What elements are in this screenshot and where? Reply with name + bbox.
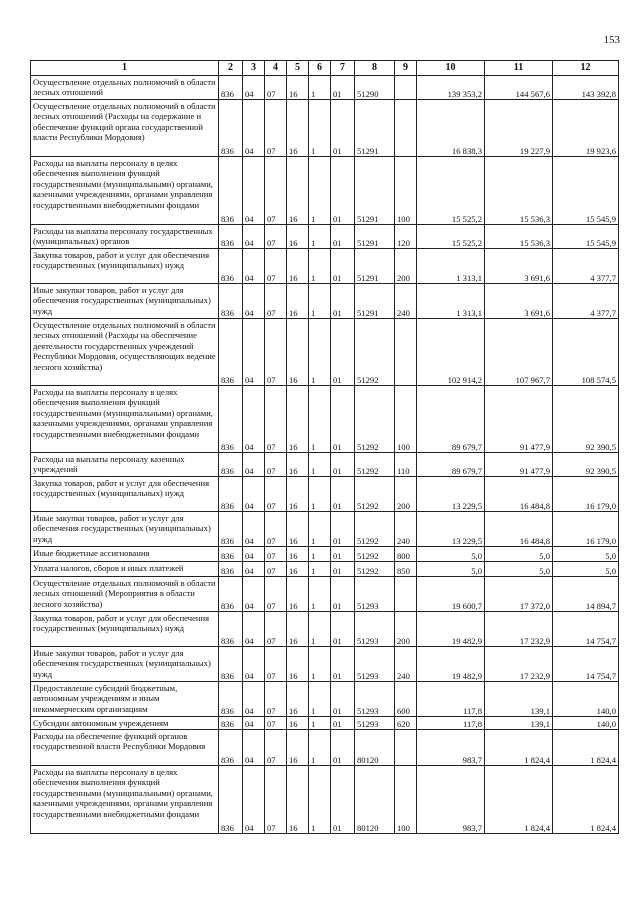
amount-cell: 3 691,6 xyxy=(485,249,553,284)
code-cell: 836 xyxy=(219,682,243,717)
code-cell: 04 xyxy=(243,453,265,477)
code-cell: 07 xyxy=(265,477,287,512)
code-cell: 01 xyxy=(331,249,355,284)
code-cell: 16 xyxy=(287,612,309,647)
code-cell: 04 xyxy=(243,547,265,562)
code-cell: 200 xyxy=(395,612,417,647)
code-cell: 07 xyxy=(265,547,287,562)
amount-cell: 14 754,7 xyxy=(553,612,619,647)
code-cell: 850 xyxy=(395,562,417,577)
code-cell: 1 xyxy=(309,730,331,766)
code-cell: 836 xyxy=(219,547,243,562)
code-cell: 600 xyxy=(395,682,417,717)
code-cell: 836 xyxy=(219,512,243,547)
code-cell: 07 xyxy=(265,319,287,386)
code-cell: 120 xyxy=(395,225,417,249)
code-cell: 04 xyxy=(243,682,265,717)
code-cell: 800 xyxy=(395,547,417,562)
code-cell: 01 xyxy=(331,157,355,225)
code-cell: 16 xyxy=(287,157,309,225)
code-cell: 01 xyxy=(331,682,355,717)
code-cell: 16 xyxy=(287,562,309,577)
amount-cell: 13 229,5 xyxy=(417,477,485,512)
code-cell: 836 xyxy=(219,730,243,766)
code-cell: 01 xyxy=(331,612,355,647)
code-cell: 836 xyxy=(219,717,243,730)
code-cell xyxy=(395,76,417,100)
code-cell: 51292 xyxy=(355,562,395,577)
amount-cell: 16 484,8 xyxy=(485,512,553,547)
code-cell: 620 xyxy=(395,717,417,730)
amount-cell: 19 227,9 xyxy=(485,100,553,157)
amount-cell: 102 914,2 xyxy=(417,319,485,386)
amount-cell: 91 477,9 xyxy=(485,386,553,453)
row-description: Расходы на выплаты персоналу в целях обеспечения выполнения функций государственными (муниципальными) органами, казенными учреждениями, органами управления государственными внебюджетными фондами xyxy=(31,766,219,834)
code-cell: 07 xyxy=(265,512,287,547)
row-description: Иные бюджетные ассигнования xyxy=(31,547,219,562)
column-header-7: 7 xyxy=(331,61,355,76)
code-cell: 836 xyxy=(219,319,243,386)
code-cell: 01 xyxy=(331,717,355,730)
code-cell: 16 xyxy=(287,577,309,612)
code-cell: 16 xyxy=(287,249,309,284)
table-row xyxy=(31,730,619,766)
column-header-6: 6 xyxy=(309,61,331,76)
code-cell xyxy=(395,100,417,157)
table-body xyxy=(31,76,619,834)
code-cell: 836 xyxy=(219,225,243,249)
table-row xyxy=(31,766,619,834)
code-cell: 01 xyxy=(331,766,355,834)
code-cell: 1 xyxy=(309,249,331,284)
row-description: Осуществление отдельных полномочий в области лесных отношений (Мероприятия в области лесного хозяйства) xyxy=(31,577,219,612)
code-cell: 01 xyxy=(331,319,355,386)
code-cell: 16 xyxy=(287,76,309,100)
code-cell: 01 xyxy=(331,76,355,100)
code-cell: 01 xyxy=(331,512,355,547)
code-cell: 1 xyxy=(309,100,331,157)
row-description: Расходы на выплаты персоналу казенных учреждений xyxy=(31,453,219,477)
code-cell: 01 xyxy=(331,453,355,477)
row-description: Осуществление отдельных полномочий в области лесных отношений (Расходы на содержание и обеспечение функций органа государственной власти Республики Мордовия) xyxy=(31,100,219,157)
code-cell: 16 xyxy=(287,647,309,682)
page-number: 153 xyxy=(603,34,620,46)
table-row xyxy=(31,100,619,157)
amount-cell: 89 679,7 xyxy=(417,453,485,477)
amount-cell: 3 691,6 xyxy=(485,284,553,319)
code-cell: 16 xyxy=(287,386,309,453)
code-cell: 51291 xyxy=(355,100,395,157)
row-description: Закупка товаров, работ и услуг для обеспечения государственных (муниципальных) нужд xyxy=(31,477,219,512)
code-cell: 836 xyxy=(219,76,243,100)
amount-cell: 117,8 xyxy=(417,717,485,730)
amount-cell: 5,0 xyxy=(553,547,619,562)
code-cell: 07 xyxy=(265,766,287,834)
code-cell: 836 xyxy=(219,612,243,647)
table-row xyxy=(31,562,619,577)
code-cell: 1 xyxy=(309,682,331,717)
table-row xyxy=(31,284,619,319)
code-cell: 51293 xyxy=(355,612,395,647)
code-cell: 16 xyxy=(287,682,309,717)
code-cell: 16 xyxy=(287,319,309,386)
code-cell: 836 xyxy=(219,577,243,612)
amount-cell: 139,1 xyxy=(485,682,553,717)
table-row xyxy=(31,386,619,453)
column-header-4: 4 xyxy=(265,61,287,76)
table-row xyxy=(31,225,619,249)
amount-cell: 1 824,4 xyxy=(553,766,619,834)
code-cell: 1 xyxy=(309,453,331,477)
column-header-12: 12 xyxy=(553,61,619,76)
amount-cell: 16 838,3 xyxy=(417,100,485,157)
code-cell: 1 xyxy=(309,647,331,682)
code-cell: 01 xyxy=(331,547,355,562)
code-cell: 04 xyxy=(243,577,265,612)
amount-cell: 15 525,2 xyxy=(417,157,485,225)
code-cell: 51292 xyxy=(355,512,395,547)
table-row xyxy=(31,477,619,512)
code-cell: 51292 xyxy=(355,319,395,386)
row-description: Уплата налогов, сборов и иных платежей xyxy=(31,562,219,577)
code-cell: 07 xyxy=(265,647,287,682)
code-cell: 1 xyxy=(309,717,331,730)
code-cell: 04 xyxy=(243,225,265,249)
code-cell: 51293 xyxy=(355,682,395,717)
amount-cell: 15 536,3 xyxy=(485,225,553,249)
code-cell: 51291 xyxy=(355,249,395,284)
code-cell: 836 xyxy=(219,284,243,319)
amount-cell: 1 313,1 xyxy=(417,249,485,284)
code-cell: 16 xyxy=(287,100,309,157)
table-row xyxy=(31,76,619,100)
row-description: Предоставление субсидий бюджетным, автономным учреждениям и иным некоммерческим организациям xyxy=(31,682,219,717)
amount-cell: 17 232,9 xyxy=(485,612,553,647)
amount-cell: 15 536,3 xyxy=(485,157,553,225)
code-cell: 04 xyxy=(243,249,265,284)
code-cell: 51293 xyxy=(355,577,395,612)
table-row xyxy=(31,647,619,682)
code-cell: 07 xyxy=(265,612,287,647)
code-cell: 04 xyxy=(243,386,265,453)
code-cell: 836 xyxy=(219,386,243,453)
code-cell: 80120 xyxy=(355,766,395,834)
row-description: Осуществление отдельных полномочий в области лесных отношений xyxy=(31,76,219,100)
code-cell: 07 xyxy=(265,453,287,477)
code-cell: 240 xyxy=(395,512,417,547)
amount-cell: 983,7 xyxy=(417,730,485,766)
amount-cell: 117,8 xyxy=(417,682,485,717)
table-row xyxy=(31,453,619,477)
code-cell: 51292 xyxy=(355,386,395,453)
code-cell: 04 xyxy=(243,730,265,766)
code-cell: 16 xyxy=(287,512,309,547)
code-cell: 07 xyxy=(265,577,287,612)
code-cell: 04 xyxy=(243,157,265,225)
code-cell: 07 xyxy=(265,157,287,225)
code-cell: 836 xyxy=(219,157,243,225)
code-cell: 1 xyxy=(309,386,331,453)
row-description: Иные закупки товаров, работ и услуг для обеспечения государственных (муниципальных) нужд xyxy=(31,284,219,319)
amount-cell: 144 567,6 xyxy=(485,76,553,100)
code-cell: 01 xyxy=(331,562,355,577)
amount-cell: 108 574,5 xyxy=(553,319,619,386)
code-cell: 07 xyxy=(265,562,287,577)
code-cell: 04 xyxy=(243,76,265,100)
code-cell: 04 xyxy=(243,562,265,577)
code-cell: 51292 xyxy=(355,477,395,512)
amount-cell: 15 525,2 xyxy=(417,225,485,249)
code-cell: 240 xyxy=(395,647,417,682)
code-cell: 100 xyxy=(395,386,417,453)
amount-cell: 107 967,7 xyxy=(485,319,553,386)
amount-cell: 4 377,7 xyxy=(553,284,619,319)
code-cell: 04 xyxy=(243,766,265,834)
amount-cell: 17 372,0 xyxy=(485,577,553,612)
amount-cell: 91 477,9 xyxy=(485,453,553,477)
code-cell: 07 xyxy=(265,225,287,249)
code-cell: 07 xyxy=(265,717,287,730)
code-cell: 100 xyxy=(395,157,417,225)
code-cell: 16 xyxy=(287,766,309,834)
row-description: Иные закупки товаров, работ и услуг для обеспечения государственных (муниципальных) нужд xyxy=(31,647,219,682)
row-description: Осуществление отдельных полномочий в области лесных отношений (Расходы на обеспечение деятельности государственных учреждений Республики Мордовия, осуществляющих ведение лесного хозяйства) xyxy=(31,319,219,386)
budget-table xyxy=(30,60,619,834)
code-cell: 04 xyxy=(243,100,265,157)
amount-cell: 19 482,9 xyxy=(417,647,485,682)
code-cell: 07 xyxy=(265,76,287,100)
amount-cell: 17 232,9 xyxy=(485,647,553,682)
row-description: Иные закупки товаров, работ и услуг для обеспечения государственных (муниципальных) нужд xyxy=(31,512,219,547)
amount-cell: 1 313,1 xyxy=(417,284,485,319)
code-cell: 01 xyxy=(331,386,355,453)
amount-cell: 92 390,5 xyxy=(553,386,619,453)
code-cell: 51293 xyxy=(355,647,395,682)
amount-cell: 16 179,0 xyxy=(553,477,619,512)
code-cell: 1 xyxy=(309,157,331,225)
amount-cell: 140,0 xyxy=(553,682,619,717)
code-cell: 80120 xyxy=(355,730,395,766)
code-cell: 04 xyxy=(243,612,265,647)
amount-cell: 14 754,7 xyxy=(553,647,619,682)
code-cell: 07 xyxy=(265,249,287,284)
amount-cell: 19 482,9 xyxy=(417,612,485,647)
code-cell: 16 xyxy=(287,284,309,319)
code-cell: 07 xyxy=(265,386,287,453)
code-cell: 51291 xyxy=(355,284,395,319)
code-cell: 04 xyxy=(243,512,265,547)
code-cell: 16 xyxy=(287,225,309,249)
amount-cell: 13 229,5 xyxy=(417,512,485,547)
code-cell: 836 xyxy=(219,477,243,512)
code-cell: 240 xyxy=(395,284,417,319)
amount-cell: 16 484,8 xyxy=(485,477,553,512)
code-cell: 01 xyxy=(331,100,355,157)
table-row xyxy=(31,547,619,562)
code-cell: 1 xyxy=(309,284,331,319)
amount-cell: 89 679,7 xyxy=(417,386,485,453)
amount-cell: 16 179,0 xyxy=(553,512,619,547)
table-row xyxy=(31,512,619,547)
column-header-10: 10 xyxy=(417,61,485,76)
amount-cell: 5,0 xyxy=(553,562,619,577)
code-cell: 1 xyxy=(309,766,331,834)
column-header-9: 9 xyxy=(395,61,417,76)
table-row xyxy=(31,157,619,225)
code-cell xyxy=(395,319,417,386)
row-description: Расходы на обеспечение функций органов государственной власти Республики Мордовия xyxy=(31,730,219,766)
amount-cell: 15 545,9 xyxy=(553,225,619,249)
code-cell: 836 xyxy=(219,100,243,157)
code-cell: 836 xyxy=(219,453,243,477)
amount-cell: 1 824,4 xyxy=(485,766,553,834)
amount-cell: 143 392,8 xyxy=(553,76,619,100)
code-cell: 04 xyxy=(243,477,265,512)
column-header-8: 8 xyxy=(355,61,395,76)
code-cell: 1 xyxy=(309,562,331,577)
amount-cell: 19 600,7 xyxy=(417,577,485,612)
code-cell: 16 xyxy=(287,477,309,512)
column-header-11: 11 xyxy=(485,61,553,76)
code-cell: 51291 xyxy=(355,225,395,249)
amount-cell: 5,0 xyxy=(417,547,485,562)
amount-cell: 92 390,5 xyxy=(553,453,619,477)
amount-cell: 140,0 xyxy=(553,717,619,730)
column-header-5: 5 xyxy=(287,61,309,76)
code-cell: 1 xyxy=(309,547,331,562)
code-cell: 04 xyxy=(243,284,265,319)
code-cell: 836 xyxy=(219,647,243,682)
code-cell: 1 xyxy=(309,612,331,647)
table-header-row xyxy=(31,61,619,76)
code-cell: 1 xyxy=(309,512,331,547)
code-cell: 51291 xyxy=(355,157,395,225)
code-cell: 836 xyxy=(219,766,243,834)
amount-cell: 1 824,4 xyxy=(485,730,553,766)
code-cell: 01 xyxy=(331,577,355,612)
code-cell: 07 xyxy=(265,100,287,157)
row-description: Закупка товаров, работ и услуг для обеспечения государственных (муниципальных) нужд xyxy=(31,249,219,284)
amount-cell: 983,7 xyxy=(417,766,485,834)
code-cell: 04 xyxy=(243,717,265,730)
amount-cell: 14 894,7 xyxy=(553,577,619,612)
code-cell: 04 xyxy=(243,319,265,386)
column-header-3: 3 xyxy=(243,61,265,76)
column-header-1: 1 xyxy=(31,61,219,76)
amount-cell: 15 545,9 xyxy=(553,157,619,225)
code-cell: 07 xyxy=(265,682,287,717)
code-cell: 07 xyxy=(265,284,287,319)
code-cell: 16 xyxy=(287,453,309,477)
row-description: Субсидии автономным учреждениям xyxy=(31,717,219,730)
code-cell: 01 xyxy=(331,477,355,512)
code-cell: 200 xyxy=(395,477,417,512)
table-row xyxy=(31,682,619,717)
code-cell: 51293 xyxy=(355,717,395,730)
code-cell: 51290 xyxy=(355,76,395,100)
table-row xyxy=(31,717,619,730)
amount-cell: 5,0 xyxy=(485,562,553,577)
amount-cell: 139,1 xyxy=(485,717,553,730)
code-cell: 01 xyxy=(331,284,355,319)
code-cell: 51292 xyxy=(355,453,395,477)
code-cell xyxy=(395,730,417,766)
amount-cell: 5,0 xyxy=(417,562,485,577)
code-cell: 1 xyxy=(309,319,331,386)
row-description: Расходы на выплаты персоналу в целях обеспечения выполнения функций государственными (муниципальными) органами, казенными учреждениями, органами управления государственными внебюджетными фондами xyxy=(31,157,219,225)
code-cell: 836 xyxy=(219,249,243,284)
code-cell: 01 xyxy=(331,225,355,249)
code-cell: 1 xyxy=(309,577,331,612)
table-row xyxy=(31,319,619,386)
code-cell: 51292 xyxy=(355,547,395,562)
row-description: Расходы на выплаты персоналу в целях обеспечения выполнения функций государственными (муниципальными) органами, казенными учреждениями, органами управления государственными внебюджетными фондами xyxy=(31,386,219,453)
code-cell: 110 xyxy=(395,453,417,477)
column-header-2: 2 xyxy=(219,61,243,76)
code-cell: 01 xyxy=(331,730,355,766)
amount-cell: 139 353,2 xyxy=(417,76,485,100)
table-row xyxy=(31,577,619,612)
code-cell: 1 xyxy=(309,76,331,100)
row-description: Расходы на выплаты персоналу государственных (муниципальных) органов xyxy=(31,225,219,249)
amount-cell: 4 377,7 xyxy=(553,249,619,284)
table-row xyxy=(31,612,619,647)
code-cell: 04 xyxy=(243,647,265,682)
code-cell: 16 xyxy=(287,717,309,730)
code-cell: 1 xyxy=(309,477,331,512)
code-cell: 836 xyxy=(219,562,243,577)
code-cell: 01 xyxy=(331,647,355,682)
code-cell: 100 xyxy=(395,766,417,834)
table-row xyxy=(31,249,619,284)
code-cell: 07 xyxy=(265,730,287,766)
code-cell: 16 xyxy=(287,730,309,766)
code-cell: 16 xyxy=(287,547,309,562)
row-description: Закупка товаров, работ и услуг для обеспечения государственных (муниципальных) нужд xyxy=(31,612,219,647)
amount-cell: 5,0 xyxy=(485,547,553,562)
code-cell: 200 xyxy=(395,249,417,284)
code-cell: 1 xyxy=(309,225,331,249)
code-cell xyxy=(395,577,417,612)
amount-cell: 19 923,6 xyxy=(553,100,619,157)
amount-cell: 1 824,4 xyxy=(553,730,619,766)
